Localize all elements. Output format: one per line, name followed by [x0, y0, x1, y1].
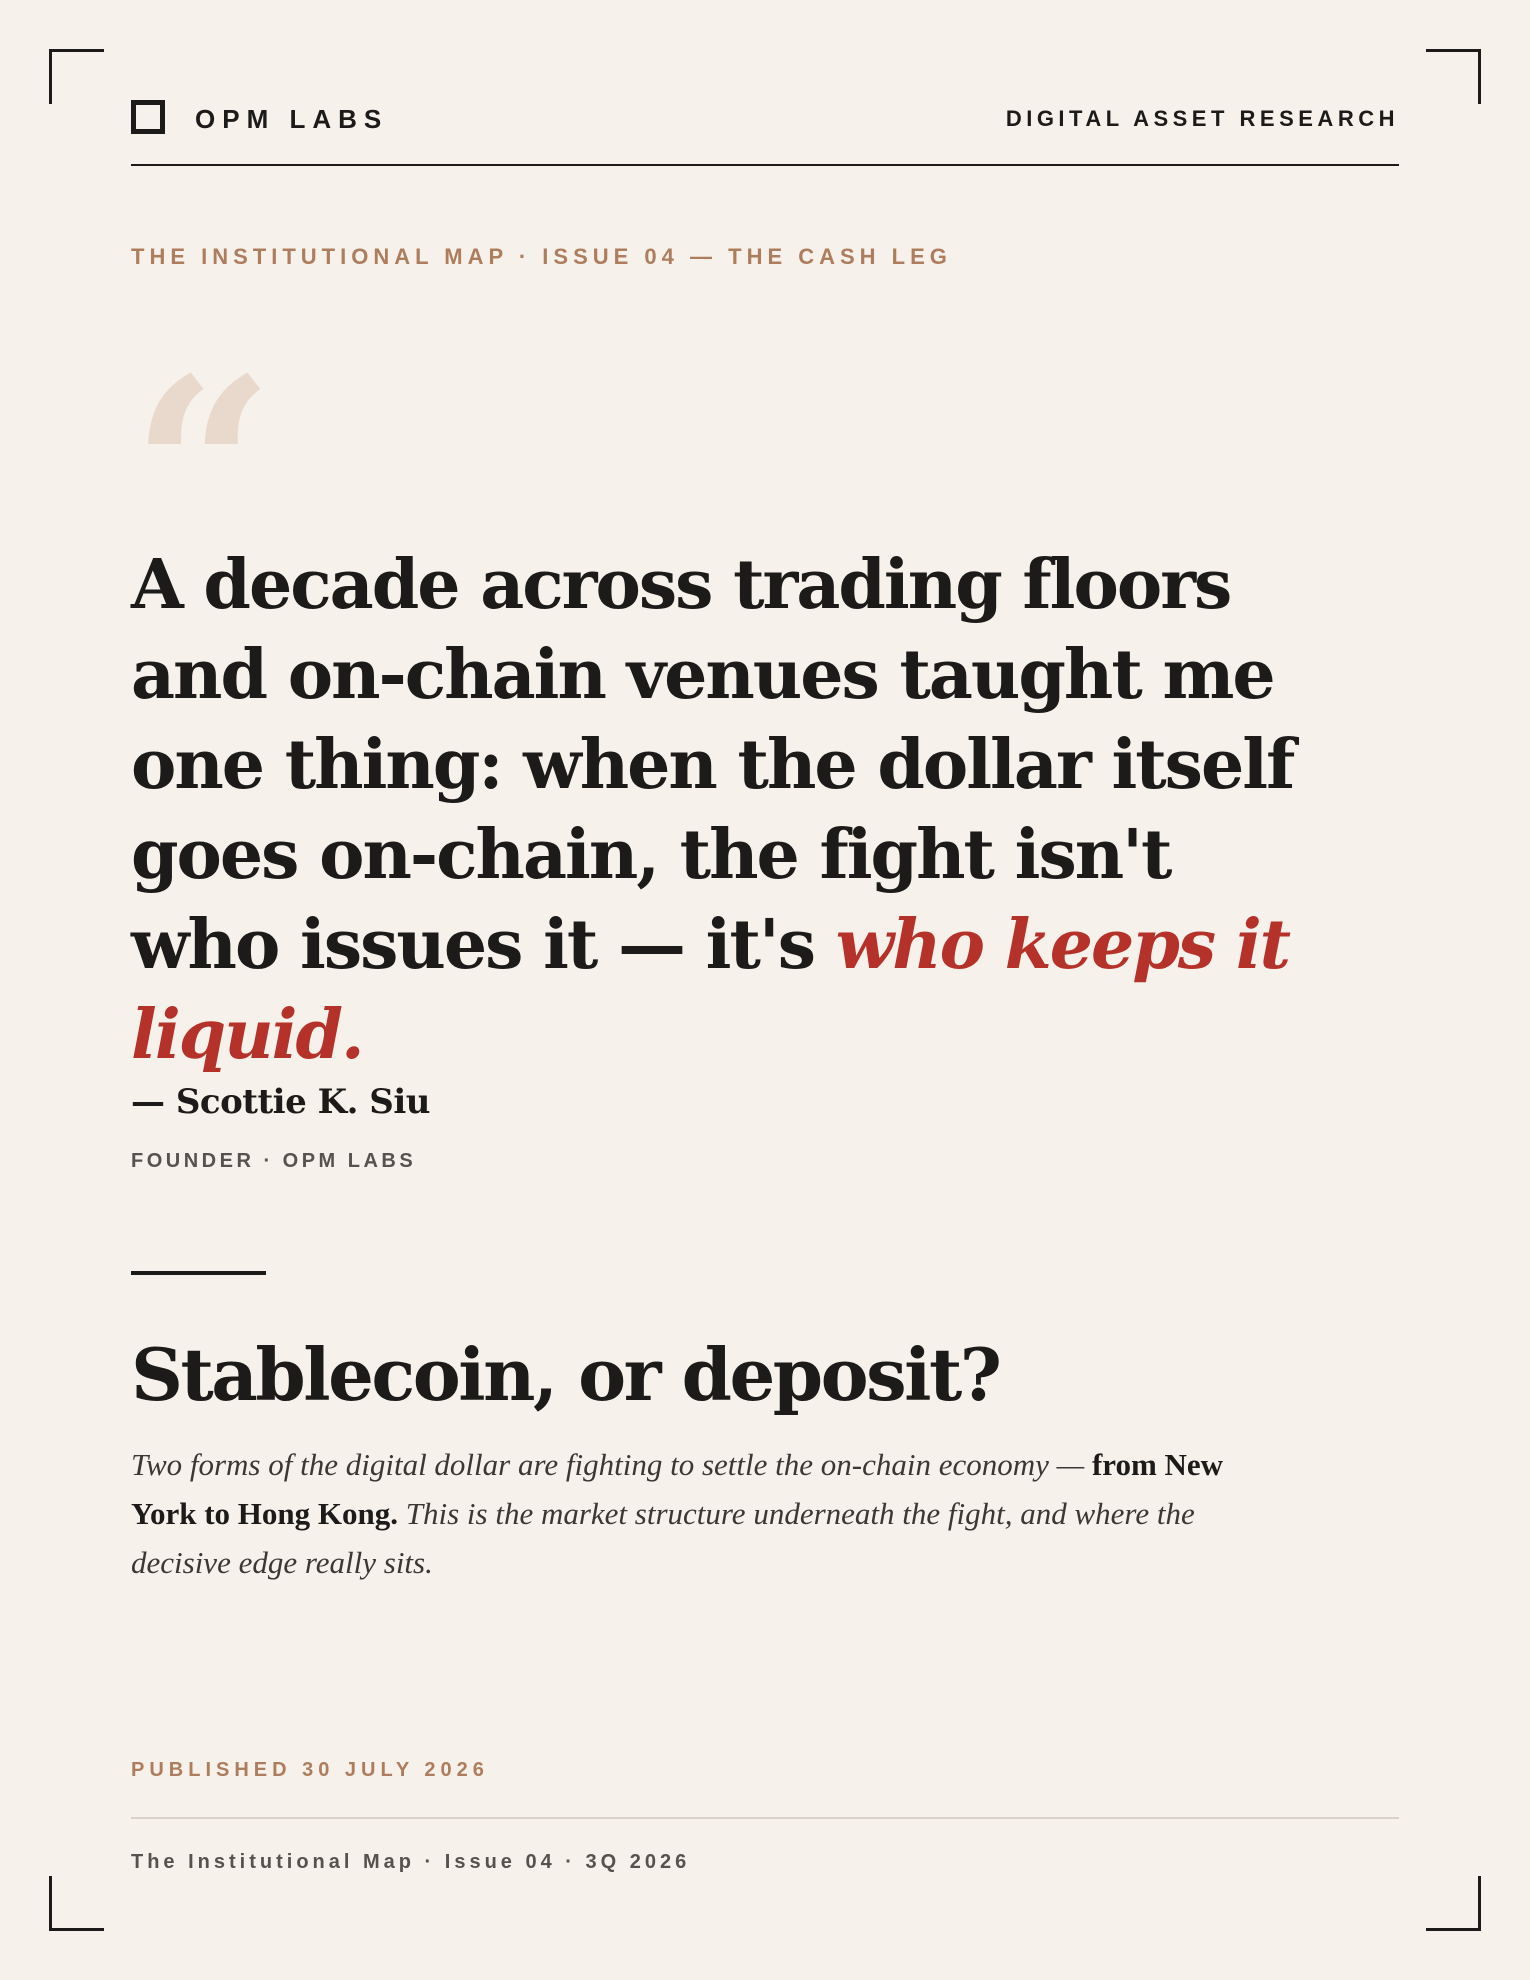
author-role: FOUNDER · OPM LABS: [131, 1150, 417, 1172]
dek-text-1: Two forms of the digital dollar are fighting to settle the on-chain economy —: [131, 1447, 1092, 1482]
quote-accent-text: who keeps it liquid.: [131, 905, 1290, 1075]
quote-author: — Scottie K. Siu: [131, 1082, 430, 1122]
article-headline: Stablecoin, or deposit?: [131, 1332, 1000, 1417]
corner-mark-bottom-left: [49, 1876, 104, 1931]
corner-mark-top-left: [49, 49, 104, 104]
logo-square-icon: [131, 100, 165, 134]
section-divider: [131, 1271, 266, 1275]
footer-text: The Institutional Map · Issue 04 · 3Q 2026: [131, 1851, 691, 1873]
page-header: [131, 100, 1399, 166]
article-dek: [131, 1440, 1261, 1587]
pull-quote: [131, 540, 1331, 1080]
issue-eyebrow: THE INSTITUTIONAL MAP · ISSUE 04 — THE CASH LEG: [131, 244, 952, 269]
dek-bold-text: from New York to Hong Kong.: [131, 1447, 1224, 1531]
quote-text: A decade across trading floors and on-chain venues taught me one thing: when the dollar itself goes on-chain, the fight isn't who issues it — it's: [131, 545, 1294, 985]
header-tagline: DIGITAL ASSET RESEARCH: [1005, 106, 1399, 131]
brand-name: OPM LABS: [195, 104, 389, 134]
dek-text-2: This is the market structure underneath the fight, and where the decisive edge really sits.: [131, 1496, 1195, 1580]
corner-mark-bottom-right: [1426, 1876, 1481, 1931]
quote-mark-icon: “: [131, 323, 275, 617]
corner-mark-top-right: [1426, 49, 1481, 104]
footer-divider: [131, 1817, 1399, 1819]
published-date: PUBLISHED 30 JULY 2026: [131, 1759, 489, 1781]
